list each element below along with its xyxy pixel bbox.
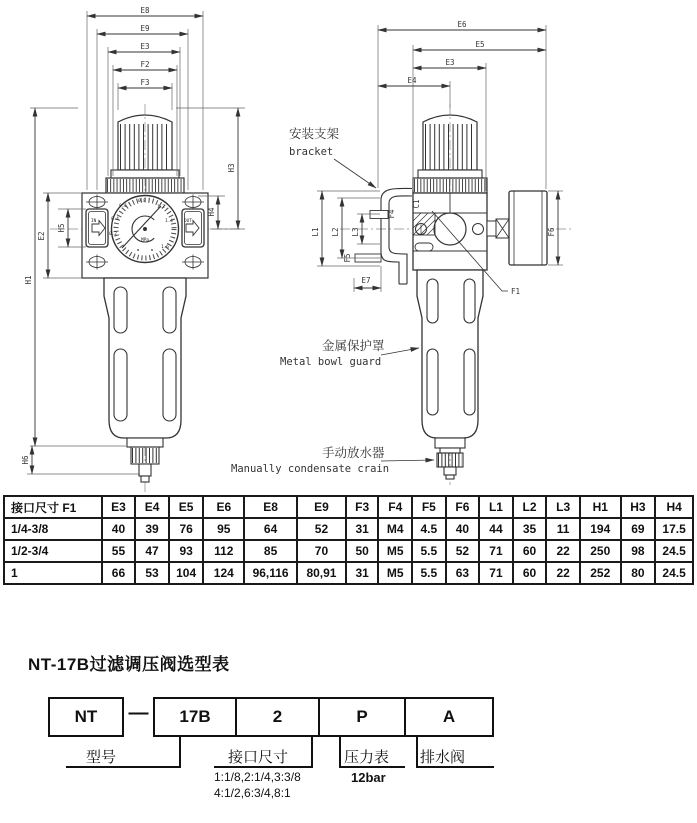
table-cell: 31 — [346, 518, 379, 540]
table-cell: 124 — [203, 562, 244, 584]
code-box-port-size: 2 — [235, 697, 320, 737]
dim-label-e7: E7 — [361, 276, 371, 285]
table-cell: 11 — [546, 518, 580, 540]
model-connector-line — [179, 737, 181, 768]
port-options-line2: 4:1/2,6:3/4,8:1 — [214, 786, 291, 800]
inlet-port-block — [86, 209, 108, 247]
table-cell: M5 — [378, 540, 412, 562]
bowl-guard-callout-zh: 金属保护罩 — [322, 339, 385, 353]
table-cell: 52 — [446, 540, 480, 562]
table-cell: 53 — [135, 562, 169, 584]
side-view — [311, 20, 572, 485]
bracket-callout-zh: 安装支架 — [289, 127, 340, 141]
table-body — [4, 518, 693, 584]
dim-label-l1: L1 — [311, 227, 320, 237]
dim-label-h3: H3 — [227, 163, 236, 173]
table-header-row — [4, 496, 693, 518]
code-separator: — — [128, 702, 149, 724]
table-cell: 22 — [546, 540, 580, 562]
dim-label-l2: L2 — [331, 227, 340, 237]
table-header-cell: H4 — [655, 496, 693, 518]
table-header-cell: E9 — [297, 496, 346, 518]
table-cell: 63 — [446, 562, 480, 584]
gauge-scale-08: 0.8 — [138, 199, 146, 204]
table-cell: 64 — [244, 518, 297, 540]
code-box-model: NT — [48, 697, 124, 737]
table-cell: 76 — [169, 518, 204, 540]
table-cell: 40 — [102, 518, 136, 540]
drain-callout-zh: 手动放水器 — [322, 446, 385, 460]
port-options-line1: 1:1/8,2:1/4,3:3/8 — [214, 770, 301, 784]
table-cell: 50 — [346, 540, 379, 562]
table-header-cell: H1 — [580, 496, 621, 518]
table-cell: M5 — [378, 562, 412, 584]
table-cell: 70 — [297, 540, 346, 562]
table-cell: 60 — [513, 540, 547, 562]
table-cell: 85 — [244, 540, 297, 562]
gauge-label: 压力表 — [344, 749, 390, 766]
outlet-port-block — [182, 209, 204, 247]
table-cell: 39 — [135, 518, 169, 540]
gauge-scale-12: 1.2 — [157, 205, 165, 210]
table-cell: 60 — [513, 562, 547, 584]
bracket-callout-en: bracket — [289, 146, 334, 158]
table-cell: 69 — [621, 518, 656, 540]
table-cell: 112 — [203, 540, 244, 562]
code-box-gauge: P — [318, 697, 406, 737]
side-filter-bowl — [417, 270, 483, 438]
table-row — [4, 562, 693, 584]
dim-label-h4: H4 — [207, 207, 216, 217]
table-cell: 5.5 — [412, 540, 446, 562]
port-connector-line — [311, 737, 313, 768]
table-cell: 71 — [479, 540, 513, 562]
table-header-cell: E5 — [169, 496, 204, 518]
dim-label-e3-front: E3 — [140, 42, 150, 51]
table-header-cell: E3 — [102, 496, 136, 518]
table-cell: 35 — [513, 518, 547, 540]
table-cell: 17.5 — [655, 518, 693, 540]
drain-valve-label: 排水阀 — [420, 749, 466, 766]
drain-connector-line — [416, 737, 418, 768]
selection-table-title: NT-17B过滤调压阀选型表 — [28, 655, 230, 674]
table-cell: 52 — [297, 518, 346, 540]
bracket-screw-top — [370, 211, 388, 219]
table-cell: 24.5 — [655, 562, 693, 584]
table-cell: 47 — [135, 540, 169, 562]
outlet-label: OUT — [184, 219, 192, 224]
bowl-guard-callout-en: Metal bowl guard — [280, 356, 382, 368]
table-cell: 93 — [169, 540, 204, 562]
table-header-cell: E4 — [135, 496, 169, 518]
table-cell: 250 — [580, 540, 621, 562]
port-label-f1: F1 — [511, 287, 521, 296]
table-header-cell: L2 — [513, 496, 547, 518]
dim-label-h1: H1 — [24, 275, 33, 285]
table-header-cell: F6 — [446, 496, 480, 518]
code-box-drain: A — [404, 697, 494, 737]
gauge-connector-line — [339, 737, 341, 768]
table-cell: 66 — [102, 562, 136, 584]
gauge-scale-16: 1.6 — [161, 245, 169, 250]
table-header-cell: 接口尺寸 F1 — [4, 496, 102, 518]
table-header-row — [4, 496, 693, 518]
gauge-scale-02: 0.2 — [109, 232, 117, 237]
table-cell: 71 — [479, 562, 513, 584]
dim-label-h6: H6 — [21, 455, 30, 465]
mounting-bracket — [355, 188, 412, 284]
dim-label-f6: F6 — [547, 227, 556, 237]
table-header-cell: L3 — [546, 496, 580, 518]
table-cell: 1/2-3/4 — [4, 540, 102, 562]
table-cell: M4 — [378, 518, 412, 540]
table-header-cell: F4 — [378, 496, 412, 518]
table-cell: 98 — [621, 540, 656, 562]
table-cell: 5.5 — [412, 562, 446, 584]
table-cell: 22 — [546, 562, 580, 584]
table-cell: 44 — [479, 518, 513, 540]
table-cell: 194 — [580, 518, 621, 540]
table-cell: 4.5 — [412, 518, 446, 540]
table-header-cell: L1 — [479, 496, 513, 518]
dim-label-e3-side: E3 — [445, 58, 455, 67]
dim-label-e5: E5 — [475, 40, 485, 49]
dim-label-h5: H5 — [57, 223, 66, 233]
dim-label-f4: F4 — [387, 209, 396, 219]
table-cell: 95 — [203, 518, 244, 540]
table-cell: 24.5 — [655, 540, 693, 562]
dim-label-l3: L3 — [351, 227, 360, 237]
side-drain-assembly — [435, 438, 465, 479]
table-header-cell: E8 — [244, 496, 297, 518]
gauge-scale-06: 0.6 — [119, 204, 127, 209]
table-cell: 104 — [169, 562, 204, 584]
table-cell: 80 — [621, 562, 656, 584]
table-cell: 80,91 — [297, 562, 346, 584]
dimension-table — [3, 495, 694, 585]
dim-label-f5: F5 — [343, 253, 352, 263]
table-header-cell: F5 — [412, 496, 446, 518]
gauge-value: 12bar — [351, 770, 386, 785]
dim-label-e2: E2 — [37, 231, 46, 241]
table-cell: 31 — [346, 562, 379, 584]
table-cell: 1/4-3/8 — [4, 518, 102, 540]
filter-bowl — [104, 278, 186, 438]
gauge-scale-14: 1.4 — [165, 219, 173, 224]
table-cell: 252 — [580, 562, 621, 584]
dim-label-e6: E6 — [457, 20, 467, 29]
dim-label-e4: E4 — [407, 76, 417, 85]
dim-label-f2: F2 — [140, 60, 150, 69]
table-header-cell: H3 — [621, 496, 656, 518]
table-cell: 96,116 — [244, 562, 297, 584]
table-row — [4, 518, 693, 540]
model-label: 型号 — [86, 749, 117, 766]
table-row — [4, 540, 693, 562]
dim-label-e9: E9 — [140, 24, 150, 33]
inlet-label: IN — [91, 219, 97, 224]
gauge-scale-04: 0.4 — [111, 217, 119, 222]
table-cell: 40 — [446, 518, 480, 540]
model-underline — [66, 766, 181, 768]
drain-callout-en: Manually condensate crain — [231, 463, 390, 475]
dim-label-f3: F3 — [140, 78, 150, 87]
table-cell: 55 — [102, 540, 136, 562]
gauge-unit: MPa — [141, 238, 149, 243]
table-header-cell: E6 — [203, 496, 244, 518]
front-view — [21, 6, 245, 492]
dim-label-e8: E8 — [140, 6, 150, 15]
code-box-series: 17B — [153, 697, 237, 737]
port-size-label: 接口尺寸 — [228, 749, 289, 766]
table-header-cell: F3 — [346, 496, 379, 518]
table-cell: 1 — [4, 562, 102, 584]
callouts — [231, 126, 434, 475]
body-label-c1: C1 — [412, 199, 421, 209]
gauge-side-view — [487, 191, 547, 265]
